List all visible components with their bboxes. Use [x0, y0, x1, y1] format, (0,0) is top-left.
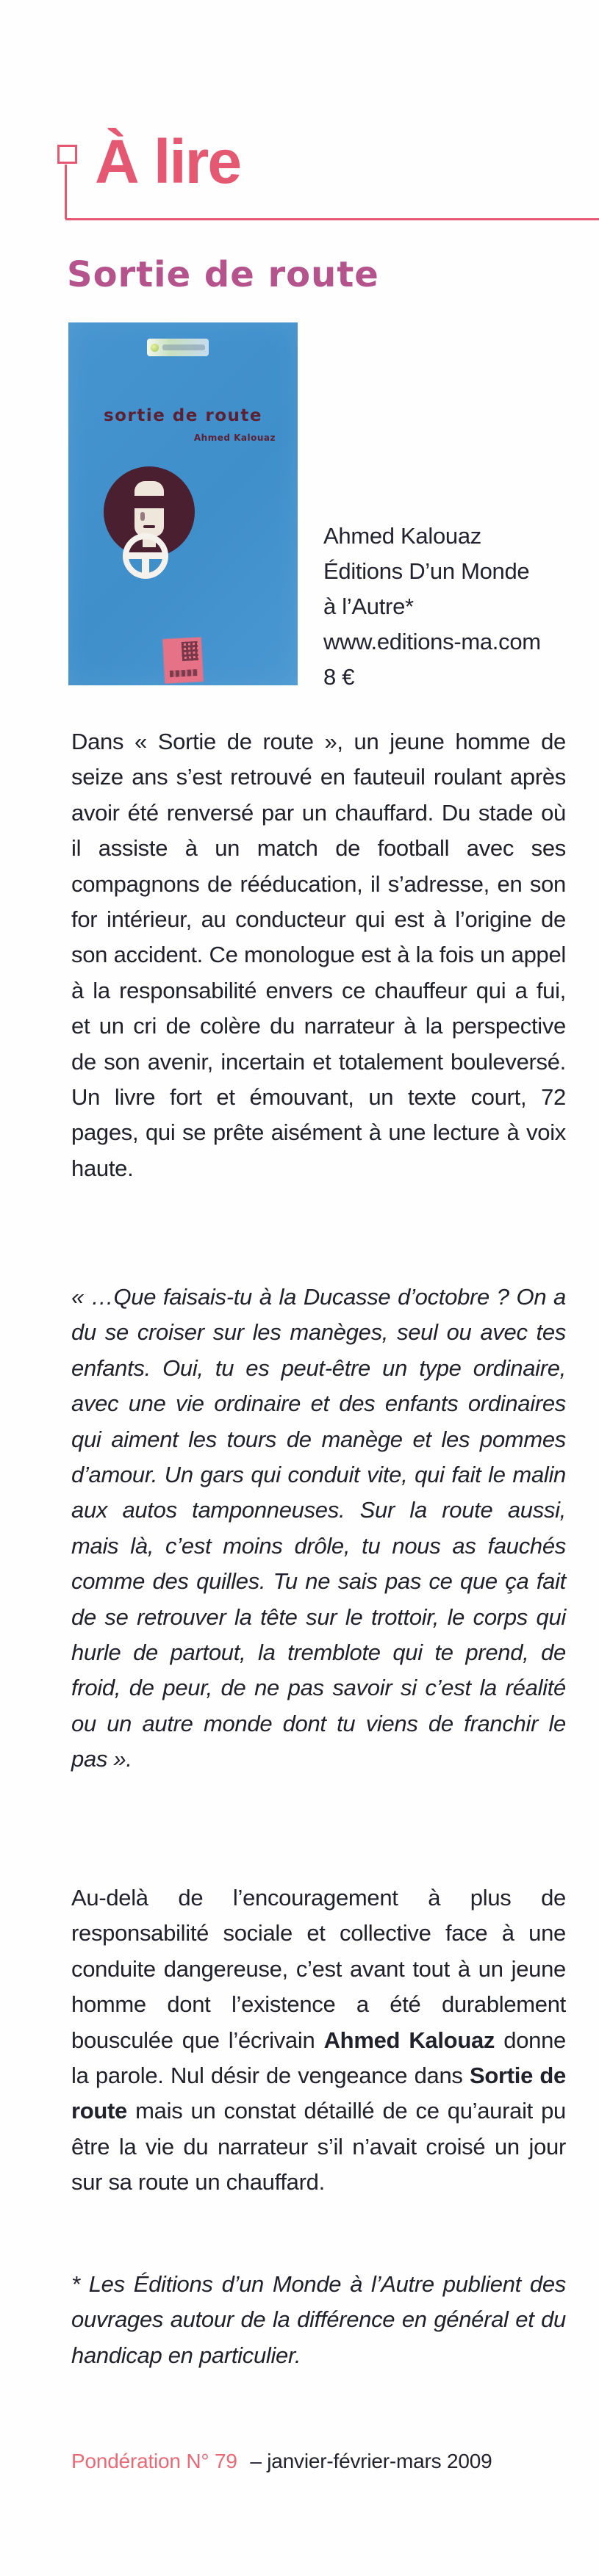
publisher-sticker: [162, 638, 203, 684]
analysis-title-bold: Sortie de route: [71, 2063, 566, 2124]
sticker-stamp-mark: [182, 641, 198, 661]
analysis-author-bold: Ahmed Kalouaz: [323, 2027, 495, 2053]
article-title: Sortie de route: [67, 254, 379, 295]
book-price: 8 €: [323, 664, 355, 690]
review-paragraph-quote: « …Que faisais-tu à la Ducasse d’octobre ? On a du se croiser sur les manèges, seul ou avec tes enfants. Oui, tu es peut-être un type ordinaire, avec une vie ordinaire et des enfants ordinaires qui aiment les tours de manège et les pommes d’amour. Un gars qui conduit vite, qui fait le malin aux autos tamponneuses. Sur la route aussi, mais là, c’est moins drôle, tu nous as fauchés comme des quilles. Tu ne sais pas ce que ça fait de se retrouver la tête sur le trottoir, le corps qui hurle de partout, la tremblote qui te prend, de froid, de peur, de ne pas savoir si c’est la réalité ou un autre monde dont tu viens de franchir le pas ».: [71, 1284, 566, 1772]
book-website: www.editions-ma.com: [323, 629, 541, 654]
journal-issue-label: Pondération N° 79: [71, 2450, 237, 2472]
review-paragraph-intro: Dans « Sortie de route », un jeune homme de seize ans s’est retrouvé en fauteuil roulant après avoir été renversé par un chauffard. Du stade où il assiste à un match de football avec ses compagnons de rééducation, il s’adresse, en son for intérieur, au conducteur qui est à l’origine de son accident. Ce monologue est à la fois un appel à la responsabilité envers ce chauffeur qui a fui, et un cri de colère du narrateur à la perspective de son avenir, incertain et totalement bouleversé. Un livre fort et émouvant, un texte court, 72 pages, qui se prête aisément à une lecture à voix haute.: [71, 729, 566, 1181]
page-footer: [71, 2449, 492, 2474]
sticker-text-mark: [170, 669, 198, 677]
book-publisher-line2: à l’Autre*: [323, 594, 414, 619]
cover-book-author: Ahmed Kalouaz: [193, 433, 276, 443]
analysis-text-mid: donne la parole. Nul désir de vengeance dans: [71, 2027, 566, 2089]
header-horizontal-rule: [65, 218, 599, 220]
logo-dot-icon: [151, 344, 159, 352]
header-square-ornament: [57, 145, 77, 164]
section-title: À lire: [95, 127, 241, 196]
book-info-block: [323, 519, 541, 695]
book-author: Ahmed Kalouaz: [323, 523, 481, 549]
analysis-text-post: mais un constat détaillé de ce qu’aurait pu être la vie du narrateur s’il n’avait croisé un jour sur sa route un chauffard.: [71, 2098, 566, 2196]
logo-text-smudge: [162, 344, 205, 350]
cover-book-title: sortie de route: [103, 406, 262, 425]
book-publisher-line1: Éditions D’un Monde: [323, 558, 530, 584]
cover-publisher-logo: [147, 339, 209, 356]
header-vertical-rule: [65, 165, 67, 219]
analysis-text-pre: Au-delà de l’encouragement à plus de responsabilité sociale et collective face à une conduite dangereuse, c’est avant tout à un jeune homme dont l’existence a été durablement bousculée que l’écrivain: [71, 1885, 566, 2053]
journal-date-label: – janvier-février-mars 2009: [250, 2450, 492, 2472]
review-footnote: * Les Éditions d’un Monde à l’Autre publient des ouvrages autour de la différence en général et du handicap en particulier.: [71, 2271, 566, 2368]
driver-steering-wheel-icon: [98, 463, 201, 588]
review-paragraph-analysis: [71, 1880, 566, 2201]
book-cover-image: [68, 322, 298, 685]
